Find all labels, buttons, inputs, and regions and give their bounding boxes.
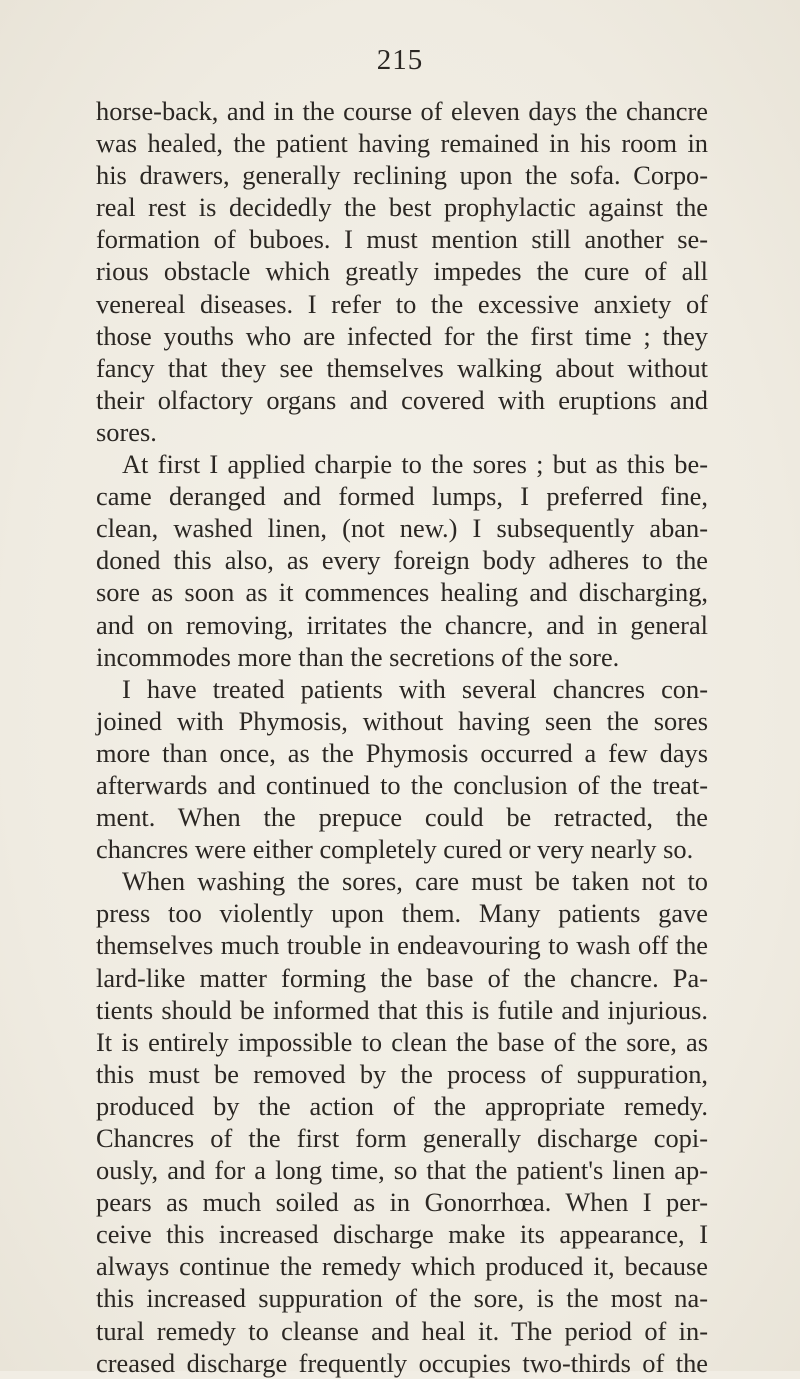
text-line: lard-like matter forming the base of the chancre. Pa- [96, 962, 708, 993]
text-line: themselves much trouble in endeavouring to wash off the [96, 930, 708, 961]
paragraph-first-line: I have treated patients with several chancres con- [122, 673, 708, 704]
text-line: doned this also, as every foreign body adheres to the [96, 545, 708, 576]
text-line: afterwards and continued to the conclusion of the treat- [96, 769, 708, 800]
text-line: sore as soon as it commences healing and discharging, [96, 577, 708, 608]
text-line: tients should be informed that this is futile and injurious. [96, 994, 708, 1025]
text-line: always continue the remedy which produced it, because [96, 1251, 708, 1282]
text-line: chancres were either completely cured or very nearly so. [96, 834, 694, 865]
text-line: incommodes more than the secretions of the sore. [96, 641, 620, 672]
text-line: rious obstacle which greatly impedes the cure of all [96, 256, 708, 287]
text-line: ously, and for a long time, so that the patient's linen ap- [96, 1155, 708, 1186]
text-line: this must be removed by the process of suppuration, [96, 1058, 708, 1089]
text-line: creased discharge frequently occupies two-thirds of the [96, 1347, 708, 1378]
page-number: 215 [376, 44, 424, 76]
text-line: those youths who are infected for the first time ; they [96, 320, 708, 351]
text-line: produced by the action of the appropriate remedy. [96, 1090, 708, 1121]
text-line: Chancres of the first form generally discharge copi- [96, 1123, 708, 1153]
text-line: pears as much soiled as in Gonorrhœa. When I per- [96, 1187, 708, 1218]
text-line: ment. When the prepuce could be retracted, the [96, 802, 708, 833]
text-line: their olfactory organs and covered with eruptions and [96, 384, 708, 415]
text-line: press too violently upon them. Many patients gave [96, 898, 708, 929]
text-line: came deranged and formed lumps, I preferred fine, [96, 481, 708, 512]
text-line: venereal diseases. I refer to the excessive anxiety of [96, 288, 708, 319]
text-line: ceive this increased discharge make its appearance, I [96, 1219, 708, 1250]
text-line: more than once, as the Phymosis occurred a few days [96, 737, 708, 768]
text-line: formation of buboes. I must mention still another se- [96, 224, 708, 255]
text-line: clean, washed linen, (not new.) I subsequently aban- [96, 513, 708, 544]
text-line: and on removing, irritates the chancre, and in general [96, 609, 708, 640]
text-line: It is entirely impossible to clean the base of the sore, as [96, 1026, 708, 1057]
text-line: real rest is decidedly the best prophylactic against the [96, 192, 708, 223]
text-line: horse-back, and in the course of eleven days the chancre [96, 96, 708, 126]
text-line: tural remedy to cleanse and heal it. The period of in- [96, 1315, 708, 1346]
paragraph-first-line: At first I applied charpie to the sores ; but as this be- [122, 449, 708, 480]
text-line: joined with Phymosis, without having seen the sores [96, 705, 708, 736]
text-line: his drawers, generally reclining upon the sofa. Corpo- [96, 160, 708, 191]
body-text [96, 95, 708, 1379]
text-line: was healed, the patient having remained in his room in [96, 128, 708, 159]
paragraph-first-line: When washing the sores, care must be taken not to [122, 866, 708, 897]
text-line: this increased suppuration of the sore, is the most na- [96, 1283, 708, 1314]
text-line: fancy that they see themselves walking about without [96, 352, 708, 383]
text-line: sores. [96, 416, 157, 447]
